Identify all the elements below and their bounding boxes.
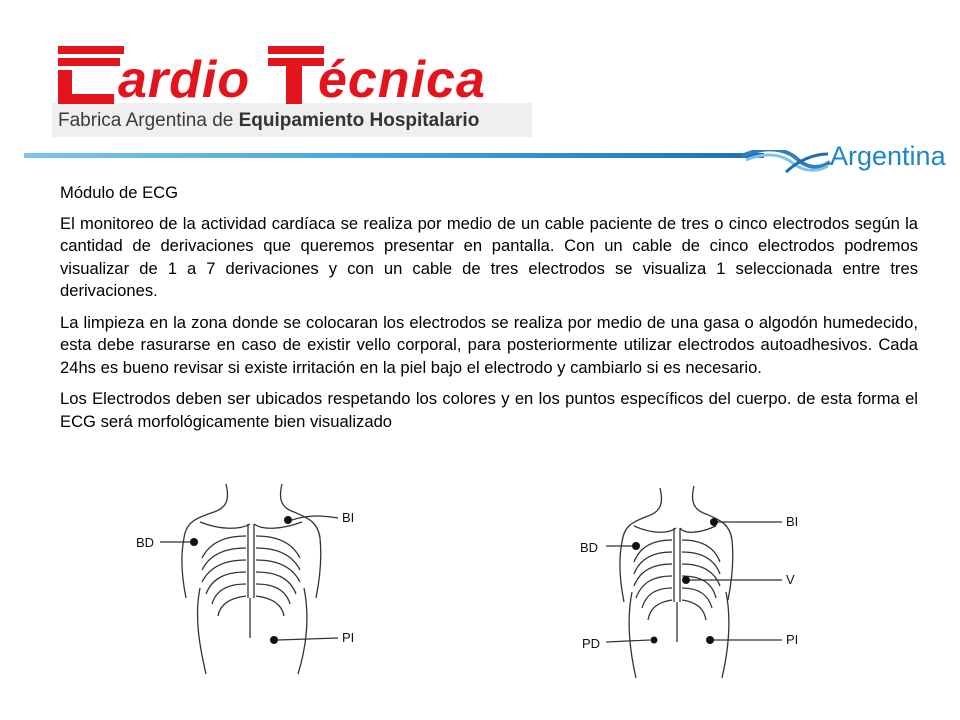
document-body: [60, 182, 918, 442]
label-pd: PD: [582, 636, 601, 651]
torso-illustration: [130, 478, 370, 678]
logo-brand-word2: écnica: [318, 51, 486, 109]
logo-c-glyph: [58, 46, 124, 104]
label-bd: BD: [580, 540, 599, 555]
label-pi: PI: [786, 632, 799, 647]
paragraph: El monitoreo de la actividad cardíaca se realiza por medio de un cable paciente de tres o cinco electrodos según la cantidad de derivaciones que queremos presentar en pantalla. Con un cable de cinco electrodos podremos visualizar de 1 a 7 derivaciones y con un cable de tres electrodos se visualiza 1 seleccionada entre tres derivaciones.: [60, 213, 918, 300]
electrode-bi: [284, 516, 338, 524]
logo-brand-word1: ardio: [118, 51, 251, 109]
label-bi: BI: [786, 514, 799, 529]
five-lead-diagram: [576, 482, 816, 682]
label-v: V: [786, 572, 795, 587]
label-pi: PI: [342, 630, 355, 645]
logo-t-glyph: [268, 46, 324, 104]
electrode-bi: [710, 518, 782, 526]
paragraph: La limpieza en la zona donde se colocaran los electrodos se realiza por medio de una gasa o algodón humedecido, esta debe rasurarse en caso de existir vello corporal, para posteriormente utilizar electrodos autoadhesivos. Cada 24hs es bueno revisar si existe irritación en la piel bajo el electrodo y cambiarlo si es necesario.: [60, 312, 918, 377]
torso-illustration: [576, 482, 816, 682]
label-bd: BD: [136, 535, 155, 550]
logo-tagline: Fabrica Argentina de Equipamiento Hospitalario: [58, 110, 480, 131]
page-title: Módulo de ECG: [60, 183, 179, 202]
label-bi: BI: [342, 510, 355, 525]
electrode-pi: [706, 636, 782, 644]
country-label: Argentina: [830, 141, 946, 171]
electrode-pi: [270, 636, 338, 644]
electrode-bd: [160, 538, 198, 546]
paragraph: Los Electrodos deben ser ubicados respetando los colores y en los puntos específicos del cuerpo. de esta forma el ECG será morfológicamente bien visualizado: [60, 389, 918, 431]
electrode-pd: [606, 637, 658, 644]
three-lead-diagram: [130, 478, 370, 678]
electrode-bd: [606, 542, 640, 550]
